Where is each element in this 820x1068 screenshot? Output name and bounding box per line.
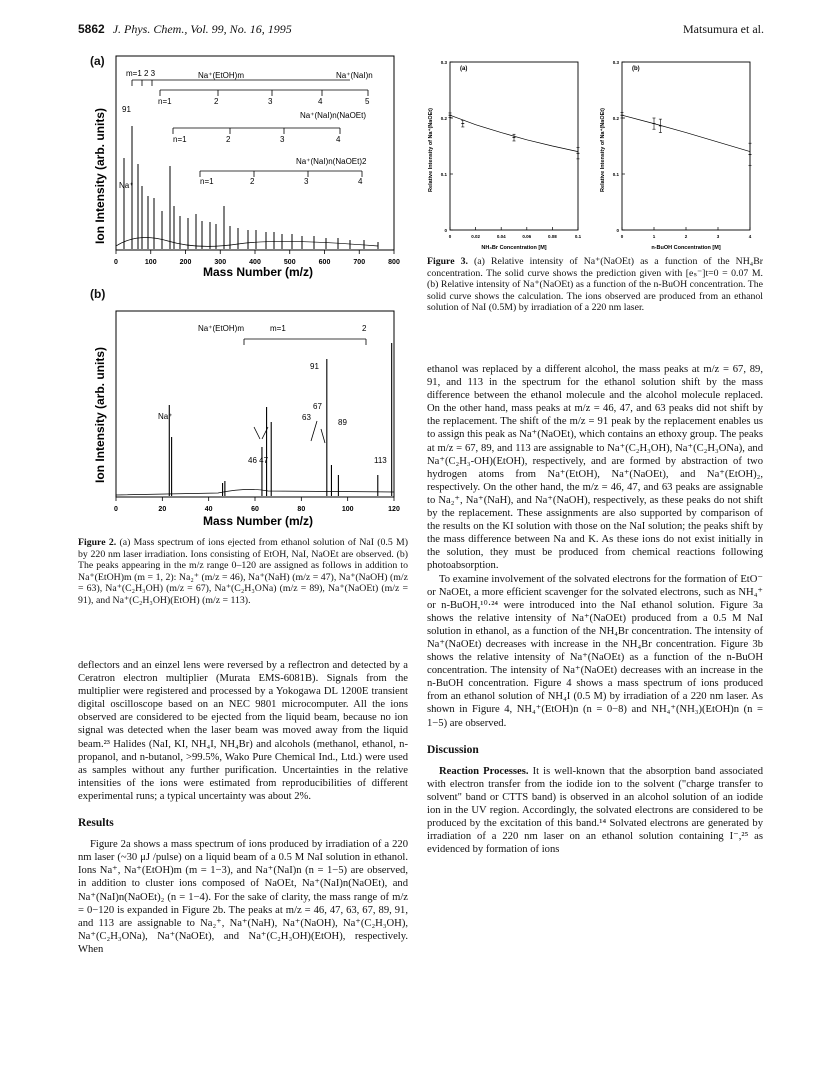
label-m-row: m=1 2 3 bbox=[126, 69, 156, 78]
fig3-xtick-label: 3 bbox=[716, 234, 720, 239]
reaction-processes-lead: Reaction Processes. bbox=[439, 765, 529, 777]
header-authors: Matsumura et al. bbox=[683, 22, 764, 36]
right-paragraph-2: To examine involvement of the solvated electrons for the formation of EtO⁻ or NaOEt, a more efficient scavenger for the solvated electrons, such as NH₄⁺ or n-BuOH,¹⁰·²⁴ were introduced into the NaI ethanol solution. Figure 3a shows the relative intensity of Na⁺(NaOEt) produced from a 0.5 M NaI solution in ethanol, as a function of the NH₄Br concentration. The intensity of Na⁺(NaOEt) decreases with increase in the NH₄Br concentration. Figure 3b shows the relative intensity of Na⁺(NaOEt) as a function of the n-BuOH concentration. The intensity of Na⁺(NaOEt) decreases with an increase in the n-BuOH concentration. Figure 4 shows a mass spectrum of ions produced from an ethanol solution of NH₄I (0.5 M) by irradiation of a 220 nm laser. As shown in Figure 4, NH₄⁺(EtOH)n (n = 0−8) and NH₄⁺(NH₃)(EtOH)n (n = 1−5) are observed. bbox=[427, 573, 763, 729]
spectrum-a-ylabel: Ion Intensity (arb. units) bbox=[93, 107, 107, 245]
fig3-xtick-label: 2 bbox=[684, 234, 688, 239]
fig3-xtick-label: 0 bbox=[448, 234, 452, 239]
label-b-m1: m=1 bbox=[270, 324, 286, 333]
label-naoet: Na⁺(NaI)n(NaOEt) bbox=[300, 111, 367, 120]
xtick-label-a: 500 bbox=[283, 259, 296, 266]
bracket-nal bbox=[160, 90, 368, 96]
xtick-label-b: 120 bbox=[388, 506, 400, 513]
discussion-heading: Discussion bbox=[427, 743, 479, 756]
xtick-label-a: 100 bbox=[144, 259, 157, 266]
label-etoh: Na⁺(EtOH)m bbox=[198, 71, 244, 80]
figure-3-svg bbox=[420, 46, 764, 254]
xtick-label-b: 80 bbox=[297, 506, 306, 513]
bracket-naoet2 bbox=[200, 171, 362, 177]
right-paragraph-3-text: It is well-known that the absorption band associated with electron transfer from the iodide ion to the solvent ("charge transfer to solvent" band or CTTS band) is observed in an alcohol solution of an iodide ion in the UV region. Accordingly, the solvated electrons are considered to be produced by the excitation of this band.¹⁴ Solvated electrons are generated by irradiation of a 220 nm laser on an ethanol solution containing I⁻,²⁵ as evidenced by formation of ions bbox=[427, 765, 763, 856]
fig3-xtick-label: 0.02 bbox=[471, 234, 480, 239]
label-b-113: 113 bbox=[374, 456, 387, 465]
label-b-m2: 2 bbox=[362, 324, 367, 333]
fig3-xtick-label: 4 bbox=[748, 234, 752, 239]
fig3a-ylabel: Relative Intensity of Na⁺(NaOEt) bbox=[428, 108, 434, 192]
fig3a-plot bbox=[427, 60, 582, 251]
label-b-63: 63 bbox=[302, 413, 311, 422]
xtick-label-b: 0 bbox=[114, 506, 118, 513]
label-nal-n1: n=1 bbox=[158, 97, 172, 106]
left-column bbox=[78, 659, 408, 956]
fig3-xtick-label: 0 bbox=[620, 234, 624, 239]
label-b-91: 91 bbox=[310, 362, 319, 371]
fig3b-plot bbox=[599, 60, 752, 251]
label-nal-3: 3 bbox=[268, 97, 273, 106]
label-b-67: 67 bbox=[313, 402, 322, 411]
arrows-63-67 bbox=[311, 421, 325, 443]
figure-2-caption-label: Figure 2. bbox=[78, 537, 117, 548]
xtick-label-b: 60 bbox=[251, 506, 259, 513]
fig3b-curve bbox=[622, 115, 750, 151]
spectrum-b-brackets bbox=[244, 339, 366, 443]
page-number: 5862 bbox=[78, 22, 105, 36]
label-b-na: Na⁺ bbox=[158, 412, 173, 421]
fig3-xtick-label: 0.08 bbox=[548, 234, 557, 239]
bracket-naoet bbox=[173, 128, 340, 134]
figure-3 bbox=[420, 46, 764, 254]
arrows-46-47 bbox=[254, 427, 268, 439]
spectrum-b-svg bbox=[78, 287, 408, 537]
label-naoet-3: 3 bbox=[280, 135, 285, 144]
fig3b-ticks bbox=[613, 60, 752, 239]
spectrum-a-xticks bbox=[114, 250, 400, 266]
figure-2-caption-text: (a) Mass spectrum of ions ejected from ethanol solution of NaI (0.5 M) by 220 nm laser irradiation. Ions consisting of EtOH, NaI, NaOEt are observed. (b) The peaks appearing in the m/z range 0–120 are assigned as follows in addition to Na⁺(EtOH)m (m = 1, 2): Na₂⁺ (m/z = 46), Na⁺(NaH) (m/z = 47), Na⁺(NaOH) (m/z = 63), Na⁺(C₂H₃OH) (m/z = 67), Na⁺(C₂H₃ONa) (m/z = 89), Na⁺(NaOEt) (m/z = 91), and Na⁺(C₂H₃OH)(EtOH) (m/z = 113). bbox=[78, 537, 409, 606]
label-nal-4: 4 bbox=[318, 97, 323, 106]
xtick-label-a: 300 bbox=[214, 259, 227, 266]
bracket-b-etoh bbox=[244, 339, 366, 345]
label-b-89: 89 bbox=[338, 418, 347, 427]
fig3-xtick-label: 0.06 bbox=[522, 234, 532, 239]
running-header bbox=[78, 22, 764, 38]
fig3-ytick-label: 0.1 bbox=[440, 172, 447, 177]
fig3-ytick-label: 0.1 bbox=[612, 172, 619, 177]
fig3a-xlabel: NH₄Br Concentration [M] bbox=[481, 245, 547, 251]
label-b-4647: 46 47 bbox=[248, 456, 269, 465]
xtick-label-b: 40 bbox=[204, 506, 213, 513]
fig3-ytick-label: 0 bbox=[616, 228, 619, 233]
right-paragraph-3 bbox=[427, 765, 763, 857]
label-naoet2-3: 3 bbox=[304, 177, 309, 186]
header-left bbox=[78, 22, 292, 37]
label-nal: Na⁺(NaI)n bbox=[336, 71, 373, 80]
figure-3-caption-label: Figure 3. bbox=[427, 256, 468, 267]
fig3-ytick-label: 0.2 bbox=[612, 116, 619, 121]
fig3a-curve bbox=[450, 115, 578, 151]
spectrum-b-xticks bbox=[114, 497, 400, 513]
figure-2b bbox=[78, 287, 408, 537]
label-naoet-n1: n=1 bbox=[173, 135, 187, 144]
label-naoet-4: 4 bbox=[336, 135, 341, 144]
journal-citation: J. Phys. Chem., Vol. 99, No. 16, 1995 bbox=[112, 22, 292, 36]
spectrum-a-baseline bbox=[116, 237, 378, 246]
xtick-label-b: 100 bbox=[341, 506, 354, 513]
label-naoet2-4: 4 bbox=[358, 177, 363, 186]
fig3-ytick-label: 0.3 bbox=[440, 60, 447, 65]
xtick-label-a: 700 bbox=[353, 259, 366, 266]
fig3b-ylabel: Relative Intensity of Na⁺(NaOEt) bbox=[600, 108, 606, 192]
fig3a-panel-label: (a) bbox=[460, 66, 468, 72]
figure-3-caption-text: (a) Relative intensity of Na⁺(NaOEt) as a function of the NH₄Br concentration. The solid curve shows the prediction given with [eₛ⁻]t=0 = 0.07 M. (b) Relative intensity of Na⁺(NaOEt) as a function of the n-BuOH concentration. The solid curve shows the calculation. The ions observed are produced from an ethanol solution of NaI (0.5M) by irradiation of a 220 nm laser. bbox=[427, 256, 764, 314]
left-paragraph-2: Figure 2a shows a mass spectrum of ions produced by irradiation of a 220 nm laser (~30 μJ /pulse) on a liquid beam of a 0.5 M NaI solution in ethanol. Ions Na⁺, Na⁺(EtOH)m (m = 1−3), and Na⁺(NaI)n (n = 1−5) are observed, in addition to cluster ions composed of NaOEt, Na⁺(NaI)n(NaOEt), and Na⁺(NaI)n(NaOEt)₂ (n = 1−4). For the sake of clarity, the mass range of m/z = 0−120 is expanded in Figure 2b. The peaks at m/z = 46, 47, 63, 67, 89, 91, and 113 are assignable to Na₂⁺, Na⁺(NaH), Na⁺(NaOH), Na⁺(C₂H₃OH), Na⁺(C₂H₃ONa), Na⁺(NaOEt), and Na⁺(C₂H₃OH)(EtOH), respectively. When bbox=[78, 839, 408, 955]
label-b-etoh: Na⁺(EtOH)m bbox=[198, 324, 244, 333]
fig3b-panel-label: (b) bbox=[632, 66, 640, 72]
fig3a-points bbox=[449, 113, 580, 159]
panel-label-a: (a) bbox=[90, 54, 105, 68]
fig3-ytick-label: 0.2 bbox=[440, 116, 447, 121]
label-naoet-2: 2 bbox=[226, 135, 231, 144]
xtick-label-a: 800 bbox=[388, 259, 400, 266]
fig3a-ticks bbox=[441, 60, 582, 239]
xtick-label-b: 20 bbox=[158, 506, 167, 513]
results-heading: Results bbox=[78, 817, 114, 830]
xtick-label-a: 600 bbox=[318, 259, 331, 266]
spectrum-a-xlabel: Mass Number (m/z) bbox=[202, 265, 314, 279]
bracket-etoh-ticks bbox=[132, 80, 152, 86]
label-91: 91 bbox=[122, 105, 131, 114]
spectrum-a-peaks bbox=[116, 126, 378, 249]
xtick-label-a: 400 bbox=[249, 259, 261, 266]
label-naoet2: Na⁺(NaI)n(NaOEt)2 bbox=[296, 157, 367, 166]
figure-3-caption bbox=[427, 256, 763, 314]
xtick-label-a: 200 bbox=[179, 259, 192, 266]
fig3-ytick-label: 0 bbox=[444, 228, 447, 233]
figure-2-caption bbox=[78, 537, 408, 607]
panel-label-b: (b) bbox=[90, 287, 106, 301]
fig3-xtick-label: 0.1 bbox=[574, 234, 582, 239]
fig3b-xlabel: n-BuOH Concentration [M] bbox=[651, 245, 721, 251]
right-paragraph-1: ethanol was replaced by a different alcohol, the mass peaks at m/z = 67, 89, 91, and 113 in the spectrum for the ethanol solution shift by the mass difference between the ethanol molecule and the alcohol molecule replaced. On the other hand, mass peaks at m/z = 46, 47, and 63 peaks did not shift by the replacement. The shift of the m/z = 91 peak by the replacement enables us to assign this peak as Na⁺(NaOEt), which contains an ethoxy group. The peaks at m/z = 67, 89, and 113 are assignable to Na⁺(C₂H₃OH), Na⁺(C₂H₃ONa), and Na⁺(C₂H₃-OH)(EtOH), respectively, and are formed by abstraction of two hydrogen atoms from Na⁺(EtOH), Na⁺(NaOEt), and Na⁺(EtOH)₂, respectively. On the other hand, the m/z = 46, 47, and 63 peaks are assignable to Na₂⁺, Na⁺(NaH), and Na⁺(NaOH), respectively, as these peaks do not shift by the replacement. These assignments are also supported by comparison of the results on the KI solution with those on the NaI solution; the peaks shift by the mass difference between Na and K. As these ions do not exist initially in the solution, they must be produced from chemical reactions following photoabsorption. bbox=[427, 364, 763, 572]
label-naoet2-2: 2 bbox=[250, 177, 255, 186]
label-nal-5: 5 bbox=[365, 97, 370, 106]
right-column bbox=[427, 363, 763, 856]
fig3-ytick-label: 0.3 bbox=[612, 60, 619, 65]
spectrum-b-baseline bbox=[116, 489, 394, 495]
xtick-label-a: 0 bbox=[114, 259, 118, 266]
spectrum-a-svg bbox=[78, 46, 408, 296]
label-naoet2-n1: n=1 bbox=[200, 177, 214, 186]
fig3-xtick-label: 0.04 bbox=[496, 234, 506, 239]
spectrum-b-ylabel: Ion Intensity (arb. units) bbox=[93, 346, 107, 484]
label-na: Na⁺ bbox=[119, 181, 134, 190]
spectrum-b-xlabel: Mass Number (m/z) bbox=[202, 514, 314, 528]
label-nal-2: 2 bbox=[214, 97, 219, 106]
left-paragraph-1: deflectors and an einzel lens were reversed by a reflectron and detected by a Ceratron electron multiplier (Murata EMS-6081B). Signals from the multiplier were registered and processed by a Yokogawa DL 1200E transient digital oscilloscope based on an NEC 9801 microcomputer. All the ions observed are considered to be ejected from the liquid beam, because no ion signal was detected when the laser beam was moved away from the liquid beam.²³ Halides (NaI, KI, NH₄I, NH₄Br) and alcohols (methanol, ethanol, n-propanol, and n-butanol, >99.5%, Wako Pure Chemical Ind., Ltd.) were used as samples without any further purification. Uncertainties in the relative intensities of the ions were estimated from reproducibilities of different experimental runs; a typical uncertainty was about 2%. bbox=[78, 660, 408, 802]
fig3-xtick-label: 1 bbox=[652, 234, 656, 239]
spectrum-a-frame bbox=[116, 56, 394, 250]
figure-2a bbox=[78, 46, 408, 296]
fig3b-points bbox=[621, 112, 752, 165]
